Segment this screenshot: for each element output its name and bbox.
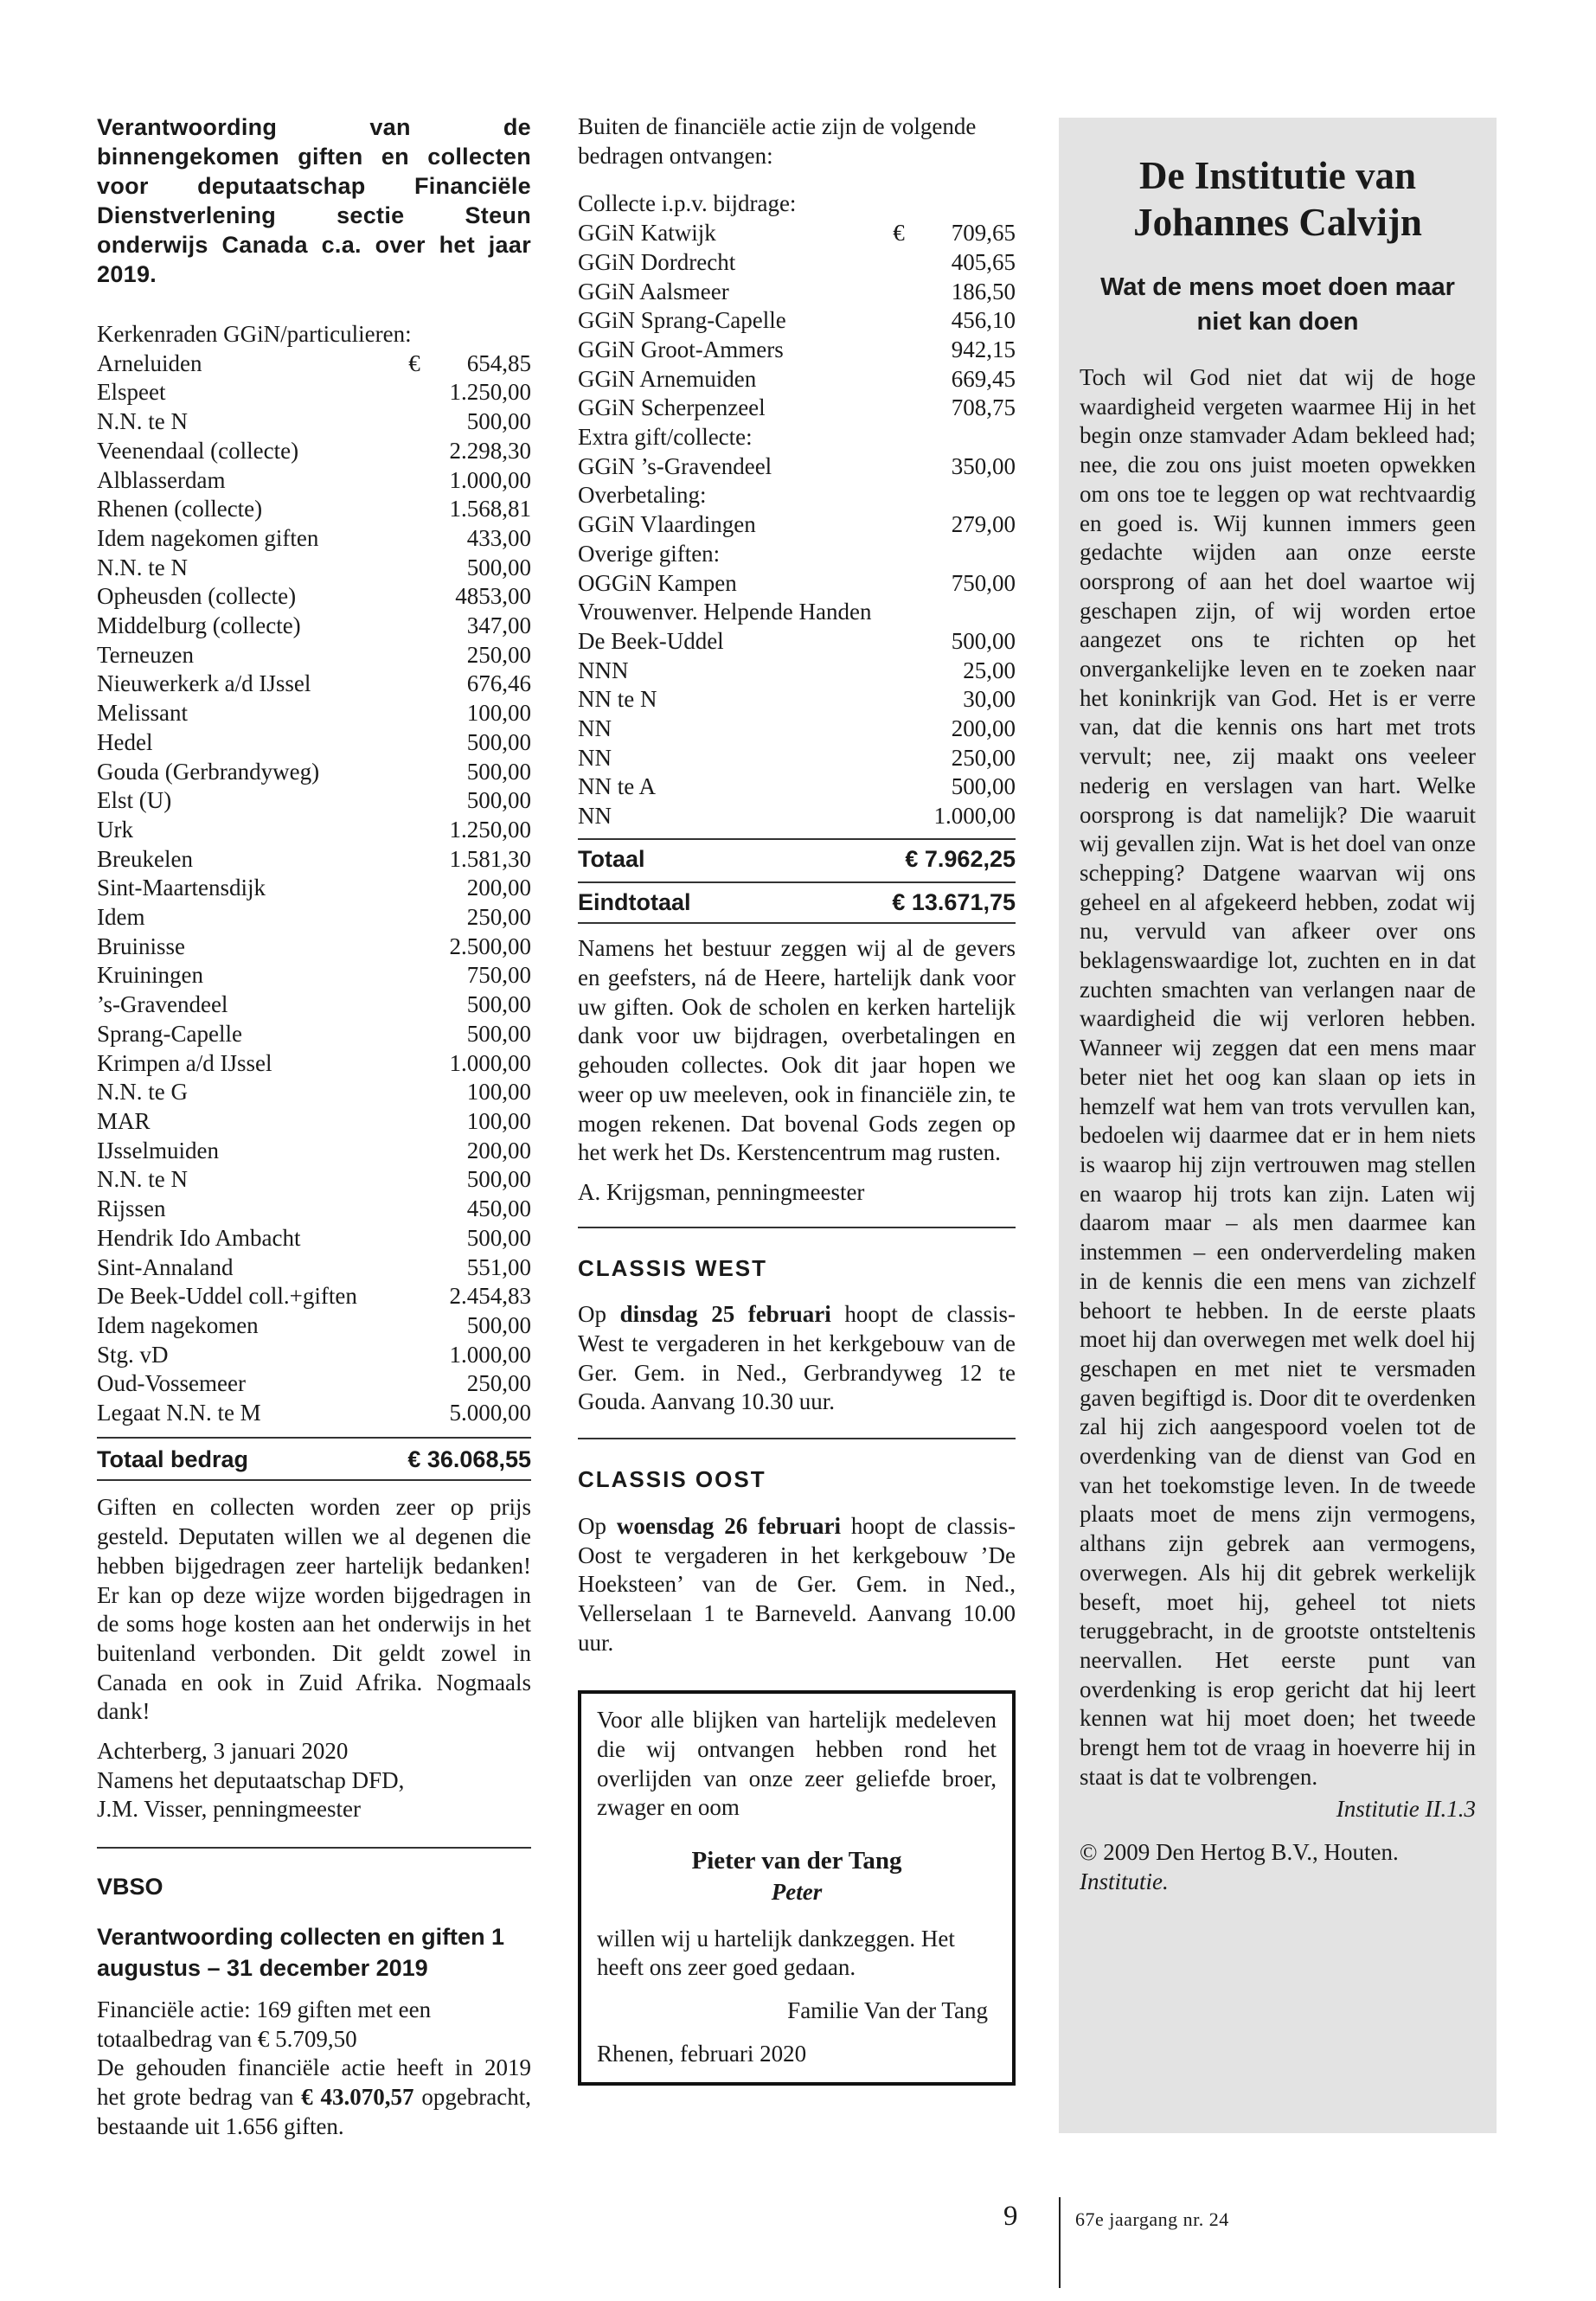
- item-amount: 1.581,30: [449, 845, 531, 872]
- notice-paragraph-1: Voor alle blijken van hartelijk medeleven die wij ontvangen hebben rond het overlijden van onze zeer geliefde broer, zwager en oom: [597, 1707, 997, 1821]
- item-name: De Beek-Uddel: [578, 627, 724, 654]
- vbso-paragraph-2: De gehouden financiële actie heeft in 2019 het grote bedrag van € 43.070,57 opgebracht, bestaande uit 1.656 giften.: [97, 2054, 532, 2139]
- item-amount-group: [450, 466, 532, 496]
- item-amount-group: [467, 728, 531, 758]
- dfd-row: [97, 1253, 531, 1283]
- item-name: Stg. vD: [97, 1341, 169, 1368]
- grand-total-row: [578, 888, 1016, 918]
- item-amount-group: [467, 641, 531, 670]
- divider: [578, 838, 1016, 840]
- divider: [578, 1227, 1016, 1228]
- item-name: Hedel: [97, 728, 153, 755]
- item-amount-group: [467, 670, 531, 699]
- item-amount: 500,00: [466, 1020, 531, 1047]
- item-name: Collecte i.p.v. bijdrage:: [578, 190, 797, 217]
- extra-total-amount: € 7.962,25: [905, 845, 1016, 872]
- item-name: Oud-Vossemeer: [97, 1370, 246, 1397]
- footer-divider: [1059, 2197, 1061, 2288]
- classis-west-text: Op dinsdag 25 februari hoopt de classis-West te vergaderen in het kerkgebouw van de Ger. Gem. in Ned., Gerbrandyweg 12 te Gouda. Aanvang 10.30 uur.: [578, 1301, 1016, 1415]
- item-name: NN: [578, 744, 612, 771]
- page-number: 9: [1003, 2201, 1018, 2232]
- dfd-sign-name: J.M. Visser, penningmeester: [97, 1796, 362, 1823]
- item-amount: 500,00: [466, 1311, 531, 1338]
- notice-place-date: Rhenen, februari 2020: [597, 2040, 807, 2067]
- item-amount: 250,00: [466, 1370, 531, 1397]
- item-name: Nieuwerkerk a/d IJssel: [97, 670, 311, 697]
- calvin-body: Toch wil God niet dat wij de hoge waardigheid vergeten waarmee Hij in het begin onze stamvader Adam bekleed had; nee, die zou ons juist moeten opwekken om ons toe te leggen op wat rechtvaardig en goed is. Wij kunnen immers geen gedachte wijden aan onze eerste oorsprong of aan het doel waartoe wij geschapen zijn, of wij worden ertoe aangezet ons te richten op het onvergankelijke leven en te zoeken naar het koninkrijk van God. Het is er verre van, dat die kennis ons hart met trots vervult; nee, zij maakt ons veeleer nederig en verslagen van hart. Welke oorsprong is dat namelijk? Die waaruit wij gevallen zijn. Wat is het doel van onze schepping? Datgene waarvan wij ons geheel en al afgekeerd hebben, zodat wij nu, vervuld van afkeer over ons beklagenswaardige lot, zuchten en in dat zuchten smachten van verlangen naar de waardigheid die wij verloren hebben. Wanneer wij zeggen dat een mens maar beter niet het oog kan slaan op iets in hemzelf wat hem van trots vervullen kan, bedoelen wij daarmee dat er in hem niets is waarop hij zijn vertrouwen mag stellen en waarop hij trots kan zijn. Laten wij daarom maar – als men daarmee kan instemmen – een onderverdeling maken in de kennis die een mens van zichzelf behoort te hebben. In de eerste plaats moet hij dan overwegen met welk doel hij geschapen en met niet te versmaden gaven begiftigd is. Door dit te overdenken zal hij zich aangespoord voelen tot de overdenking van de dienst van God en van het toekomstige leven. In de tweede plaats moet de mens zijn vermogens, althans zijn gebrek aan vermogens, overwegen. Als hij dit gebrek werkelijk beseft, moet hij, geheel tot niets teruggebracht, in de grootste ontsteltenis neervallen. Het eerste punt van overdenking is erop gericht dat hij leert kennen wat hij moet doen; het tweede brengt hem tot de vraag in hoeverre hij in staat is dat te volbrengen.: [1080, 364, 1476, 1790]
- item-name: N.N. te N: [97, 1166, 188, 1193]
- dfd-sign-on-behalf: Namens het deputaatschap DFD,: [97, 1766, 405, 1793]
- item-amount: 500,00: [951, 773, 1016, 800]
- item-amount-group: [952, 365, 1016, 394]
- item-name: NN te N: [578, 686, 657, 713]
- calvin-title: De Institutie van Johannes Calvijn: [1133, 154, 1422, 244]
- dfd-row: [97, 1107, 531, 1137]
- extra-row: [578, 510, 1016, 540]
- calvin-copyright-work: Institutie.: [1080, 1868, 1169, 1894]
- dfd-row: [97, 1165, 531, 1195]
- vbso-heading: Verantwoording collecten en giften 1 augustus – 31 december 2019: [97, 1923, 505, 1981]
- extra-row: [578, 569, 1016, 599]
- dfd-row: [97, 641, 531, 670]
- item-amount: 708,75: [951, 394, 1016, 421]
- item-amount: 500,00: [466, 787, 531, 814]
- item-amount: 433,00: [466, 524, 531, 551]
- extra-row: [578, 423, 1016, 452]
- item-amount: 1.000,00: [933, 803, 1016, 830]
- dfd-list-label: Kerkenraden GGiN/particulieren:: [97, 321, 412, 347]
- divider: [97, 1437, 531, 1439]
- extra-row: [578, 394, 1016, 423]
- vbso-paragraph-1: Financiële actie: 169 giften met een totaalbedrag van € 5.709,50: [97, 1996, 432, 2052]
- item-amount: 279,00: [951, 511, 1016, 538]
- item-name: Elst (U): [97, 787, 172, 814]
- item-amount: 500,00: [466, 991, 531, 1018]
- item-amount-group: [952, 306, 1016, 336]
- extra-rows: [578, 189, 1016, 830]
- dfd-row: [97, 1311, 531, 1341]
- item-amount: 2.500,00: [449, 933, 531, 959]
- dfd-row: [97, 786, 531, 816]
- item-name: Gouda (Gerbrandyweg): [97, 758, 320, 785]
- item-amount: 654,85: [466, 349, 531, 376]
- item-name: Breukelen: [97, 845, 193, 872]
- item-name: OGGiN Kampen: [578, 569, 737, 596]
- item-name: N.N. te G: [97, 1079, 188, 1106]
- dfd-total-label: Totaal bedrag: [97, 1445, 249, 1472]
- dfd-row: [97, 466, 531, 496]
- item-name: GGiN Vlaardingen: [578, 511, 756, 538]
- calvin-subtitle: Wat de mens moet doen maar niet kan doen: [1100, 273, 1455, 336]
- item-amount-group: [450, 816, 532, 845]
- dfd-row: [97, 1369, 531, 1399]
- item-amount: 405,65: [951, 248, 1016, 275]
- item-amount: 1.000,00: [449, 1049, 531, 1076]
- issue-label: 67e jaargang nr. 24: [1075, 2208, 1229, 2230]
- item-amount-group: [893, 219, 1016, 248]
- item-name: Sprang-Capelle: [97, 1020, 242, 1047]
- item-amount: 100,00: [466, 1079, 531, 1106]
- item-amount-group: [952, 278, 1016, 307]
- calvin-source: Institutie II.1.3: [1336, 1796, 1476, 1823]
- item-amount: 500,00: [466, 1166, 531, 1193]
- item-amount-group: [952, 715, 1016, 744]
- dfd-row: [97, 874, 531, 903]
- extra-row: [578, 657, 1016, 686]
- extra-total-label: Totaal: [578, 845, 645, 872]
- item-amount-group: [450, 1341, 532, 1370]
- item-amount: 1.250,00: [449, 816, 531, 843]
- item-name: GGiN Scherpenzeel: [578, 394, 766, 421]
- extra-row: [578, 772, 1016, 802]
- item-amount-group: [467, 874, 531, 903]
- dfd-row: [97, 961, 531, 990]
- item-name: NN: [578, 803, 612, 830]
- item-name: Krimpen a/d IJssel: [97, 1049, 272, 1076]
- extra-row: [578, 306, 1016, 336]
- column-1: [97, 112, 531, 2141]
- dfd-row: [97, 437, 531, 466]
- dfd-total-row: [97, 1445, 531, 1475]
- extra-row: [578, 219, 1016, 248]
- calvin-sidebar: [1059, 118, 1497, 2133]
- item-amount-group: [952, 627, 1016, 657]
- item-name: Bruinisse: [97, 933, 186, 959]
- item-amount-group: [408, 349, 531, 379]
- dfd-heading: Verantwoording van de binnengekomen giften en collecten voor deputaatschap Financiële Dienstverlening sectie Steun onderwijs Canada c.a. over het jaar 2019.: [97, 114, 531, 287]
- dfd-row: [97, 612, 531, 641]
- extra-row: [578, 715, 1016, 744]
- dfd-row: [97, 1224, 531, 1253]
- item-amount-group: [450, 1399, 532, 1428]
- item-amount: 456,10: [951, 307, 1016, 334]
- item-amount: 250,00: [466, 641, 531, 668]
- item-amount: 200,00: [466, 875, 531, 901]
- item-amount: 1.000,00: [449, 466, 531, 493]
- extra-row: [578, 452, 1016, 482]
- item-amount-group: [467, 524, 531, 554]
- item-amount: 30,00: [963, 686, 1016, 713]
- item-name: Idem: [97, 904, 145, 931]
- dfd-row: [97, 816, 531, 845]
- item-amount: 350,00: [951, 452, 1016, 479]
- item-name: Overige giften:: [578, 540, 721, 567]
- column-2: [578, 112, 1016, 2086]
- item-amount-group: [952, 248, 1016, 278]
- dfd-row: [97, 1020, 531, 1049]
- divider: [578, 881, 1016, 883]
- extra-row: [578, 627, 1016, 657]
- item-amount: 5.000,00: [449, 1400, 531, 1426]
- item-name: Opheusden (collecte): [97, 583, 297, 610]
- vbso-label: VBSO: [97, 1874, 163, 1900]
- item-amount-group: [467, 786, 531, 816]
- item-name: Veenendaal (collecte): [97, 437, 299, 464]
- extra-row: [578, 336, 1016, 365]
- item-amount: 250,00: [951, 744, 1016, 771]
- dfd-row: [97, 1399, 531, 1428]
- item-amount-group: [952, 744, 1016, 773]
- item-amount: 500,00: [466, 728, 531, 755]
- item-amount: 1.000,00: [449, 1341, 531, 1368]
- item-name: GGiN Aalsmeer: [578, 278, 729, 304]
- item-amount-group: [934, 802, 1016, 831]
- item-amount: 669,45: [951, 365, 1016, 392]
- item-amount: 4853,00: [455, 583, 531, 610]
- item-name: Elspeet: [97, 379, 166, 406]
- item-amount-group: [467, 1137, 531, 1166]
- item-amount: 750,00: [466, 962, 531, 989]
- dfd-row: [97, 582, 531, 612]
- item-amount-group: [455, 582, 531, 612]
- item-amount: 25,00: [963, 657, 1016, 683]
- item-amount-group: [952, 569, 1016, 599]
- item-amount-group: [963, 657, 1016, 686]
- item-name: GGiN Arnemuiden: [578, 365, 757, 392]
- dfd-row: [97, 990, 531, 1020]
- dfd-rows: [97, 349, 531, 1428]
- extra-total-row: [578, 845, 1016, 875]
- item-amount-group: [467, 1078, 531, 1107]
- dfd-row: [97, 495, 531, 524]
- divider: [97, 1479, 531, 1481]
- item-amount: 551,00: [466, 1253, 531, 1280]
- extra-row: [578, 598, 1016, 627]
- item-name: Overbetaling:: [578, 482, 707, 509]
- extra-row: [578, 685, 1016, 715]
- item-name: Urk: [97, 816, 133, 843]
- item-amount-group: [952, 772, 1016, 802]
- euro-sign: €: [893, 220, 905, 247]
- dfd-total-amount: € 36.068,55: [407, 1445, 531, 1472]
- divider: [97, 1847, 531, 1849]
- thank-you-notice: [578, 1690, 1016, 2086]
- extra-row: [578, 802, 1016, 831]
- dfd-row: [97, 1137, 531, 1166]
- item-amount: 500,00: [466, 1224, 531, 1251]
- extra-row: [578, 365, 1016, 394]
- calvin-copyright: © 2009 Den Hertog B.V., Houten.: [1080, 1839, 1399, 1866]
- dfd-row: [97, 728, 531, 758]
- item-name: N.N. te N: [97, 554, 188, 580]
- item-name: Rijssen: [97, 1195, 166, 1222]
- item-name: GGiN Dordrecht: [578, 248, 736, 275]
- item-amount: 500,00: [951, 627, 1016, 654]
- item-amount: 709,65: [951, 220, 1016, 247]
- item-amount: 347,00: [466, 612, 531, 639]
- item-name: Hendrik Ido Ambacht: [97, 1224, 301, 1251]
- item-amount: 500,00: [466, 408, 531, 435]
- item-name: GGiN Katwijk: [578, 220, 716, 247]
- dfd-row: [97, 1195, 531, 1224]
- extra-thanks: Namens het bestuur zeggen wij al de gevers en geefsters, ná de Heere, hartelijk dank voor uw giften. Ook de scholen en kerken hartelijk dank voor uw bijdragen, overbetalingen en gehouden collectes. Ook dit jaar hopen we weer op uw meeleven, ook in financiële zin, te mogen rekenen. Dat bovenal Gods zegen op het werk het Ds. Kerstencentrum mag rusten.: [578, 935, 1016, 1166]
- item-name: GGiN ’s-Gravendeel: [578, 452, 772, 479]
- item-name: Idem nagekomen giften: [97, 524, 319, 551]
- item-amount: 200,00: [466, 1137, 531, 1163]
- notice-paragraph-2: willen wij u hartelijk dankzeggen. Het heeft ons zeer goed gedaan.: [597, 1925, 955, 1981]
- item-amount-group: [467, 961, 531, 990]
- grand-total-label: Eindtotaal: [578, 888, 691, 915]
- item-amount-group: [467, 1107, 531, 1137]
- dfd-row: [97, 1341, 531, 1370]
- item-name: Sint-Annaland: [97, 1253, 234, 1280]
- item-amount: 1.568,81: [449, 496, 531, 522]
- extra-row: [578, 248, 1016, 278]
- item-amount-group: [467, 1253, 531, 1283]
- euro-sign: €: [408, 349, 420, 376]
- item-amount: 100,00: [466, 1107, 531, 1134]
- dfd-row: [97, 1282, 531, 1311]
- item-name: NN te A: [578, 773, 656, 800]
- grand-total-amount: € 13.671,75: [892, 888, 1016, 915]
- extra-intro: Buiten de financiële actie zijn de volgende bedragen ontvangen:: [578, 113, 977, 169]
- item-amount-group: [952, 452, 1016, 482]
- item-amount-group: [467, 903, 531, 933]
- item-name: Legaat N.N. te M: [97, 1400, 261, 1426]
- item-name: De Beek-Uddel coll.+giften: [97, 1283, 357, 1310]
- item-amount: 942,15: [951, 336, 1016, 362]
- dfd-row: [97, 903, 531, 933]
- item-amount: 100,00: [466, 700, 531, 727]
- item-amount-group: [467, 1020, 531, 1049]
- dfd-sign-place-date: Achterberg, 3 januari 2020: [97, 1738, 349, 1765]
- dfd-row: [97, 845, 531, 875]
- item-amount: 450,00: [466, 1195, 531, 1222]
- dfd-row: [97, 1049, 531, 1079]
- item-name: NN: [578, 715, 612, 742]
- dfd-row: [97, 1078, 531, 1107]
- item-amount-group: [450, 933, 532, 962]
- dfd-thanks: Giften en collecten worden zeer op prijs gesteld. Deputaten willen we al degenen die hebben bijgedragen zeer hartelijk bedanken! Er kan op deze wijze worden bijgedragen in de soms hoge kosten aan het onderwijs in het buitenland verbonden. Dit geldt zowel in Canada en ook in Zuid Afrika. Nogmaals dank!: [97, 1494, 531, 1725]
- item-amount-group: [467, 1165, 531, 1195]
- item-amount-group: [467, 758, 531, 787]
- item-name: ’s-Gravendeel: [97, 991, 228, 1018]
- item-amount: 500,00: [466, 554, 531, 580]
- item-name: Terneuzen: [97, 641, 195, 668]
- item-amount: 250,00: [466, 904, 531, 931]
- item-amount-group: [467, 1224, 531, 1253]
- item-amount-group: [467, 1195, 531, 1224]
- item-amount-group: [467, 1369, 531, 1399]
- item-name: N.N. te N: [97, 408, 188, 435]
- divider: [578, 1438, 1016, 1439]
- item-amount-group: [467, 990, 531, 1020]
- item-name: Kruiningen: [97, 962, 203, 989]
- item-amount: 2.298,30: [449, 437, 531, 464]
- dfd-row: [97, 349, 531, 379]
- item-amount-group: [467, 699, 531, 728]
- extra-row: [578, 540, 1016, 569]
- item-amount-group: [467, 1311, 531, 1341]
- dfd-row: [97, 699, 531, 728]
- item-amount-group: [450, 1282, 532, 1311]
- dfd-row: [97, 378, 531, 407]
- item-name: NNN: [578, 657, 629, 683]
- dfd-row: [97, 933, 531, 962]
- item-amount: 1.250,00: [449, 379, 531, 406]
- classis-oost-label: CLASSIS OOST: [578, 1466, 766, 1493]
- extra-row: [578, 189, 1016, 219]
- item-amount: 676,46: [466, 670, 531, 697]
- dfd-row: [97, 670, 531, 699]
- item-amount-group: [952, 336, 1016, 365]
- item-name: IJsselmuiden: [97, 1137, 219, 1163]
- divider: [578, 922, 1016, 924]
- item-amount-group: [952, 510, 1016, 540]
- item-amount-group: [963, 685, 1016, 715]
- item-name: Extra gift/collecte:: [578, 424, 753, 451]
- notice-family: Familie Van der Tang: [787, 1997, 988, 2023]
- item-amount-group: [450, 495, 532, 524]
- notice-nickname: Peter: [771, 1878, 823, 1905]
- item-amount: 186,50: [951, 278, 1016, 304]
- item-name: Middelburg (collecte): [97, 612, 301, 639]
- item-name: Sint-Maartensdijk: [97, 875, 266, 901]
- item-amount-group: [450, 845, 532, 875]
- extra-signature: A. Krijgsman, penningmeester: [578, 1178, 865, 1205]
- dfd-row: [97, 407, 531, 437]
- item-name: Rhenen (collecte): [97, 496, 263, 522]
- dfd-row: [97, 524, 531, 554]
- item-amount-group: [467, 612, 531, 641]
- item-name: GGiN Groot-Ammers: [578, 336, 784, 362]
- extra-row: [578, 744, 1016, 773]
- item-name: MAR: [97, 1107, 151, 1134]
- item-amount: 500,00: [466, 758, 531, 785]
- notice-name: Pieter van der Tang: [691, 1847, 902, 1875]
- item-amount-group: [450, 437, 532, 466]
- classis-west-label: CLASSIS WEST: [578, 1254, 768, 1281]
- item-amount: 200,00: [951, 715, 1016, 742]
- item-amount: 750,00: [951, 569, 1016, 596]
- item-name: Melissant: [97, 700, 188, 727]
- item-name: GGiN Sprang-Capelle: [578, 307, 786, 334]
- dfd-row: [97, 758, 531, 787]
- item-name: Vrouwenver. Helpende Handen: [578, 599, 872, 625]
- item-amount-group: [450, 378, 532, 407]
- item-amount-group: [952, 394, 1016, 423]
- item-amount-group: [450, 1049, 532, 1079]
- classis-oost-text: Op woensdag 26 februari hoopt de classis-Oost te vergaderen in het kerkgebouw ’De Hoeksteen’ van de Ger. Gem. in Ned., Vellerselaan 1 te Barneveld. Aanvang 10.00 uur.: [578, 1512, 1016, 1656]
- extra-row: [578, 481, 1016, 510]
- item-name: Alblasserdam: [97, 466, 226, 493]
- item-name: Idem nagekomen: [97, 1311, 259, 1338]
- item-amount-group: [467, 407, 531, 437]
- item-amount: 2.454,83: [449, 1283, 531, 1310]
- item-amount-group: [467, 554, 531, 583]
- dfd-row: [97, 554, 531, 583]
- item-name: Arneluiden: [97, 349, 202, 376]
- extra-row: [578, 278, 1016, 307]
